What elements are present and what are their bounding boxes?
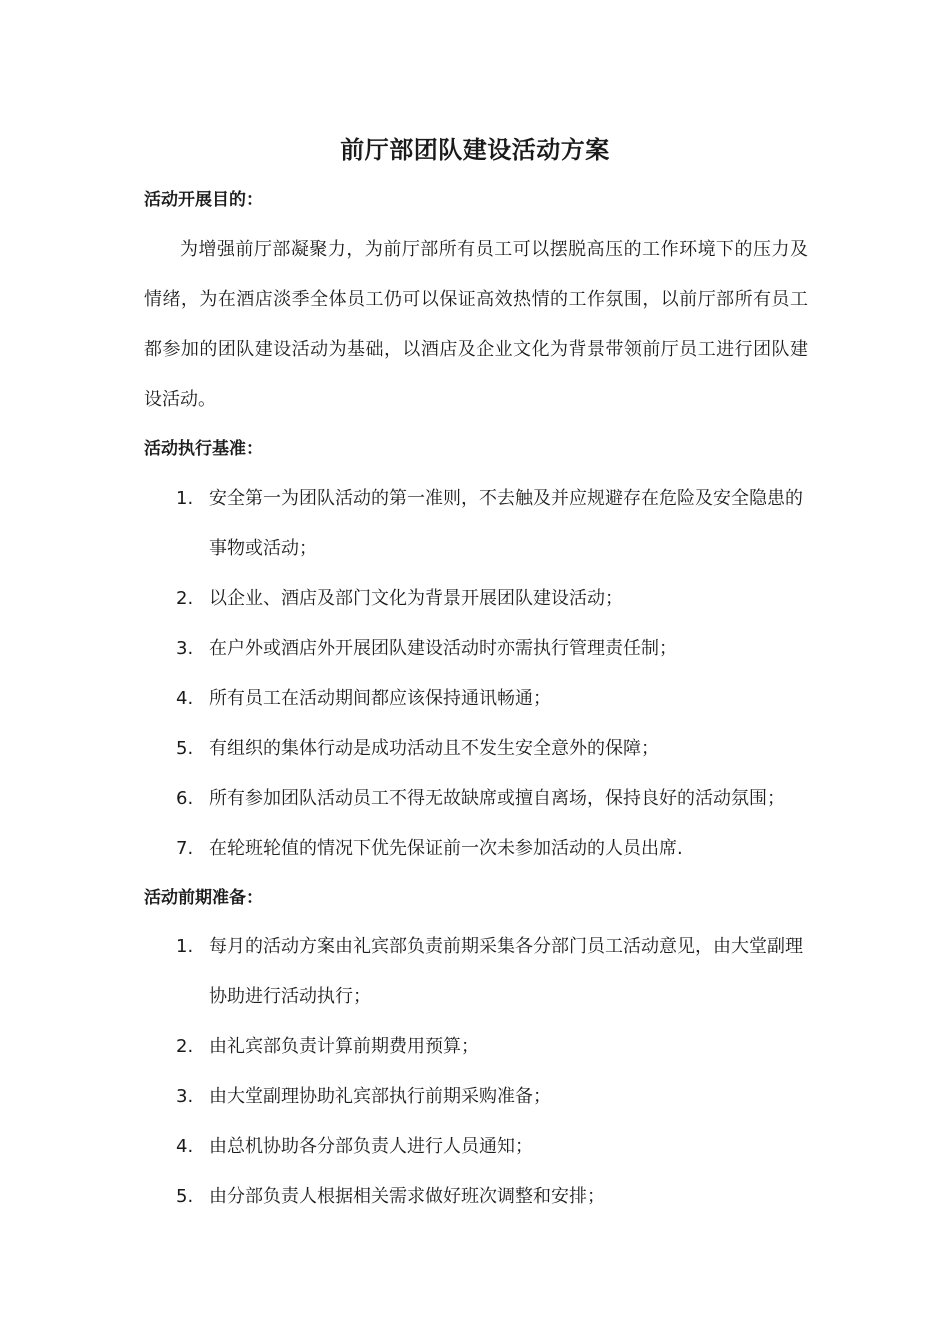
list-item-number: 3.: [176, 638, 194, 659]
list-item: [0, 774, 950, 824]
list-item: [0, 922, 950, 1022]
list-item: [0, 1072, 950, 1122]
list-item: [0, 674, 950, 724]
list-item: [0, 724, 950, 774]
list-item-number: 1.: [176, 488, 194, 509]
list-item-number: 5.: [176, 1186, 194, 1207]
list-item-number: 7.: [176, 838, 194, 859]
list-item-text: 在轮班轮值的情况下优先保证前一次未参加活动的人员出席.: [209, 838, 683, 859]
preparation-list: [0, 922, 950, 1222]
list-item: [0, 1022, 950, 1072]
list-item-number: 5.: [176, 738, 194, 759]
list-item-text: 所有员工在活动期间都应该保持通讯畅通；: [209, 688, 551, 709]
list-item-text: 由礼宾部负责计算前期费用预算；: [209, 1036, 479, 1057]
list-item-text: 由大堂副理协助礼宾部执行前期采购准备；: [209, 1086, 551, 1107]
list-item: [0, 474, 950, 574]
list-item-text: 以企业、酒店及部门文化为背景开展团队建设活动；: [209, 588, 623, 609]
list-item-text: 由总机协助各分部负责人进行人员通知；: [209, 1136, 533, 1157]
list-item-text: 在户外或酒店外开展团队建设活动时亦需执行管理责任制；: [209, 638, 677, 659]
list-item: [0, 1172, 950, 1222]
section-heading-purpose: 活动开展目的：: [144, 190, 263, 210]
list-item-number: 4.: [176, 1136, 194, 1157]
list-item-text: 安全第一为团队活动的第一准则，不去触及并应规避存在危险及安全隐患的事物或活动；: [209, 488, 803, 559]
list-item-number: 1.: [176, 936, 194, 957]
standards-list: [0, 474, 950, 874]
list-item-number: 6.: [176, 788, 194, 809]
list-item-number: 4.: [176, 688, 194, 709]
section-paragraph-purpose: 为增强前厅部凝聚力，为前厅部所有员工可以摆脱高压的工作环境下的压力及情绪，为在酒店淡季全体员工仍可以保证高效热情的工作氛围，以前厅部所有员工都参加的团队建设活动为基础，以酒店及企业文化为背景带领前厅员工进行团队建设活动。: [144, 239, 808, 410]
section-heading-preparation: 活动前期准备：: [144, 888, 263, 908]
list-item-number: 2.: [176, 588, 194, 609]
list-item: [0, 1122, 950, 1172]
list-item: [0, 624, 950, 674]
list-item: [0, 824, 950, 874]
section-heading-standards: 活动执行基准：: [144, 439, 263, 459]
list-item: [0, 574, 950, 624]
list-item-number: 3.: [176, 1086, 194, 1107]
list-item-number: 2.: [176, 1036, 194, 1057]
list-item-text: 每月的活动方案由礼宾部负责前期采集各分部门员工活动意见，由大堂副理协助进行活动执行；: [209, 936, 803, 1007]
document-title: 前厅部团队建设活动方案: [340, 136, 610, 164]
list-item-text: 有组织的集体行动是成功活动且不发生安全意外的保障；: [209, 738, 659, 759]
list-item-text: 由分部负责人根据相关需求做好班次调整和安排；: [209, 1186, 605, 1207]
list-item-text: 所有参加团队活动员工不得无故缺席或擅自离场，保持良好的活动氛围；: [209, 788, 785, 809]
